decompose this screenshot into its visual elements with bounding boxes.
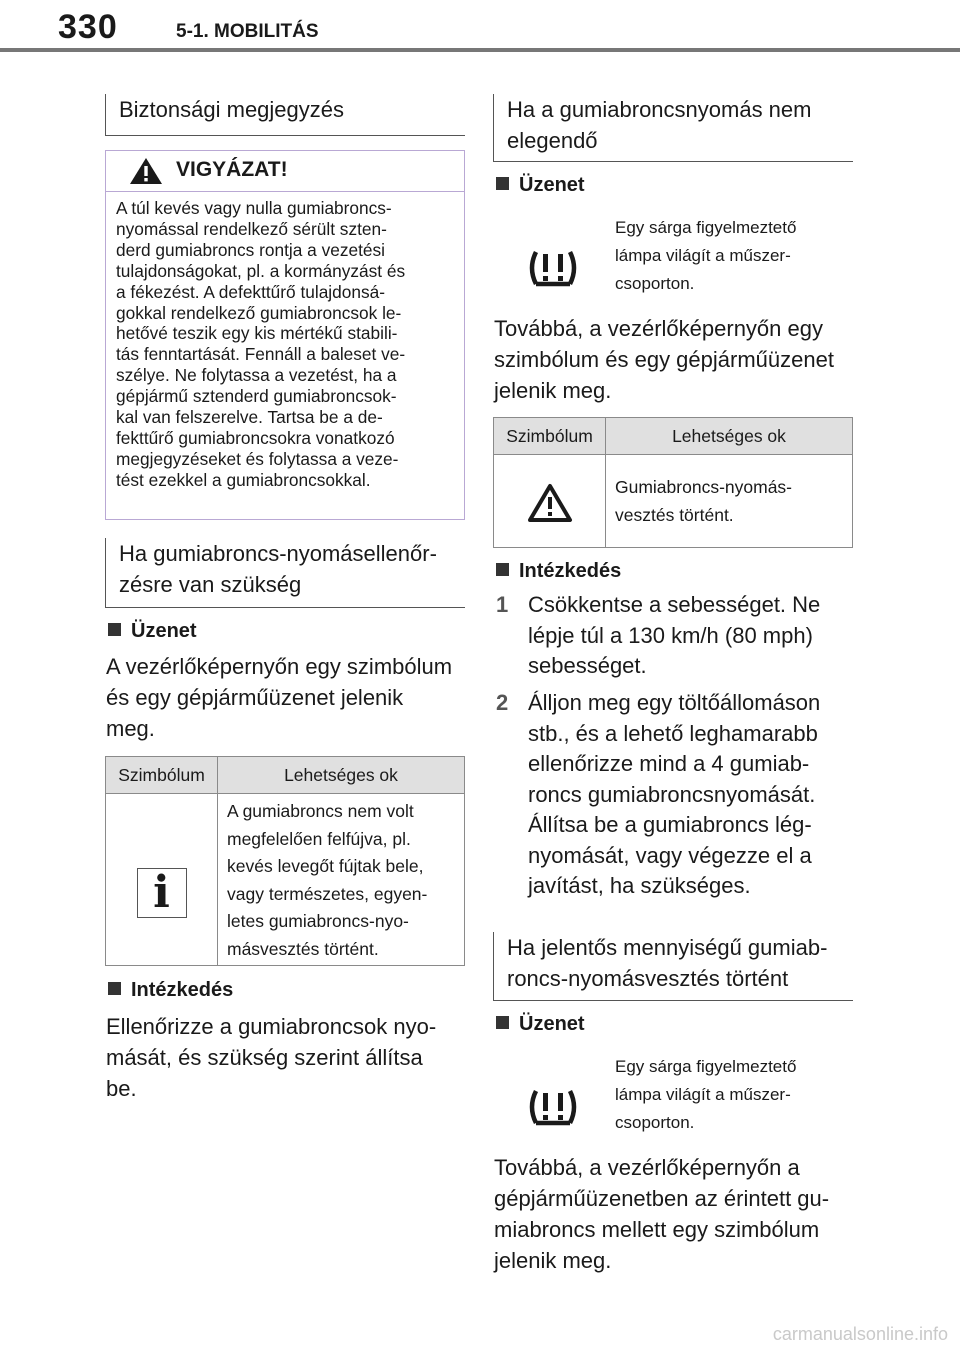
bullet-square-icon [108,982,121,995]
warning-line: A túl kevés vagy nulla gumiabroncs- [116,198,392,218]
action-text: Ellenőrizze a gumiabroncsok nyo- mását, és szükség szerint állítsa be. [106,1014,437,1101]
warning-line: gépjármű sztenderd gumiabroncsok- [116,386,397,407]
warning-triangle-icon [128,156,164,186]
table-header-symbol: Szimbólum [106,757,218,794]
table-header-symbol: Szimbólum [494,418,606,455]
warning-line: tulajdonságokat, pl. a kormányzást és [116,260,406,281]
header-rule [0,48,960,52]
symbol-table-right [493,417,853,548]
warning-line: kal van felszerelve. Tartsa be a de- [116,407,383,428]
message-text: A vezérlőképernyőn egy szimbólum és egy gépjárműüzenet jelenik meg. [106,654,453,741]
info-i-icon: i [137,868,187,918]
lamp-text: Egy sárga figyelmeztető lámpa világít a műszer- csoporton. [615,218,797,293]
warning-line: fekttűrő gumiabroncsokra vonatkozó [116,427,395,448]
low-pressure-section-title: Ha a gumiabroncsnyomás nem elegendő [493,94,853,162]
lamp-text-2: Egy sárga figyelmeztető lámpa világít a műszer- csoporton. [615,1057,797,1132]
pressure-check-section-title: Ha gumiabroncs-nyomásellenőr- zésre van szükség [105,538,465,608]
warning-line: megjegyzéseket és folytassa a veze- [116,448,399,469]
warning-line: szélye. Ne folytassa a vezetést, ha a [116,365,397,386]
warning-line: hetővé teszik egy kis mértékű stabili- [116,323,398,344]
table-cell-reason: Gumiabroncs-nyomás- vesztés történt. [606,455,853,548]
warning-line: tás fenntartását. Fennáll a baleset ve- [116,344,406,365]
step-text: Csökkentse a sebességet. Ne lépje túl a 130 km/h (80 mph) sebességet. [528,592,821,678]
warning-box [105,150,465,520]
symbol-table [105,756,465,966]
warning-title: VIGYÁZAT! [176,158,288,181]
table-cell-reason: A gumiabroncs nem volt megfelelően felfújva, pl. kevés levegőt fújtak bele, vagy természetes, egyen- letes gumiabroncs-nyo- másvesztés történt. [218,794,465,966]
bullet-square-icon [496,177,509,190]
table-cell-symbol [106,794,218,966]
table-header-reason: Lehetséges ok [606,418,853,455]
action-heading-right: Intézkedés [496,560,621,583]
action-heading: Intézkedés [108,979,233,1002]
warning-line: derd gumiabroncs rontja a vezetési [116,239,385,260]
message-heading-right-2: Üzenet [496,1013,585,1036]
significant-loss-section-title: Ha jelentős mennyiségű gumiab- roncs-nyomásvesztés történt [493,932,853,1001]
message-heading-right: Üzenet [496,174,585,197]
after-lamp-text: Továbbá, a vezérlőképernyőn egy szimbólum és egy gépjárműüzenet jelenik meg. [494,316,834,403]
warning-line: gokkal rendelkező gumiabroncsok le- [116,302,402,323]
bullet-square-icon [496,563,509,576]
table-cell-symbol [494,455,606,548]
message-heading: Üzenet [108,620,197,643]
page-number: 330 [58,8,118,46]
safety-section-title: Biztonsági megjegyzés [105,94,465,136]
watermark: carmanualsonline.info [772,1324,948,1344]
warning-triangle-icon [527,483,573,523]
tire-pressure-warning-icon [526,1087,580,1127]
warning-text [106,192,464,491]
final-text: Továbbá, a vezérlőképernyőn a gépjárműüzenetben az érintett gu- miabroncs mellett egy szimbólum jelenik meg. [494,1155,830,1273]
warning-header [106,151,464,192]
table-header-reason: Lehetséges ok [218,757,465,794]
warning-line: a fékezést. A defekttűrő tulajdonsá- [116,281,385,302]
step-number: 1 [496,592,509,617]
chapter-title: 5-1. MOBILITÁS [176,21,319,42]
bullet-square-icon [496,1016,509,1029]
step-number: 2 [496,690,509,715]
step-text: Álljon meg egy töltőállomáson stb., és a lehető leghamarabb ellenőrizze mind a 4 gumiab- roncs gumiabroncsnyomását. Állítsa be a gumiabroncs lég- nyomását, vagy végezze el a javítást, ha szükséges. [528,690,821,898]
tire-pressure-warning-icon [526,248,580,288]
warning-line: nyomással rendelkező sérült szten- [116,218,387,239]
bullet-square-icon [108,623,121,636]
warning-line: tést ezekkel a gumiabroncsokkal. [116,469,371,490]
